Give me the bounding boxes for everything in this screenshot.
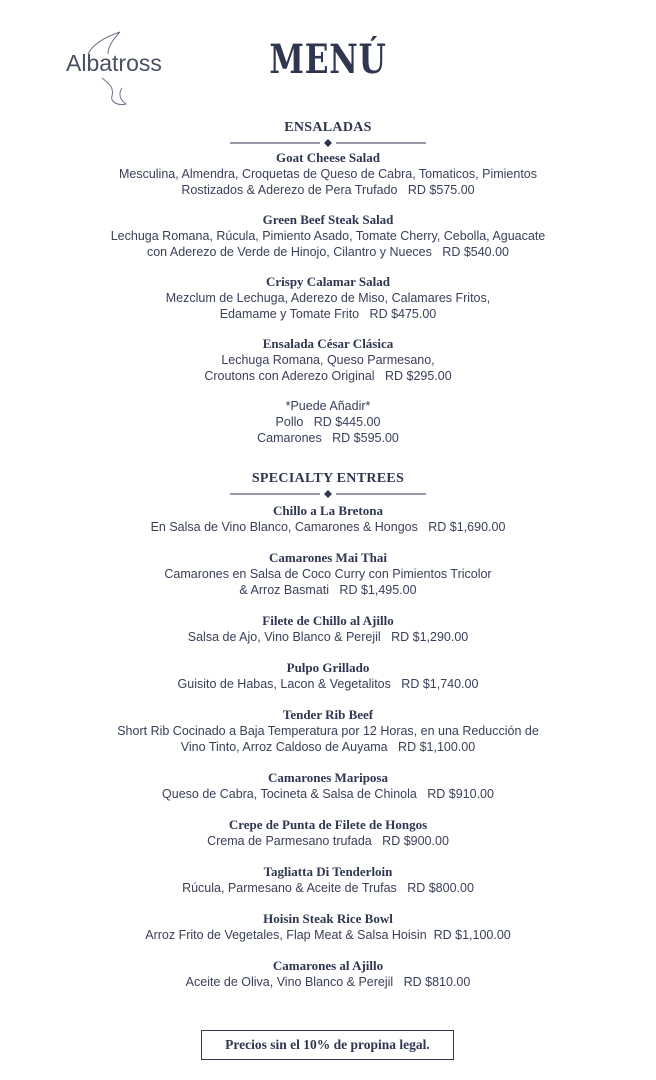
item-desc-line: Aceite de Oliva, Vino Blanco & Perejil RD $810.00 (185, 975, 471, 989)
menu-item (0, 212, 656, 260)
menu-item (0, 958, 656, 990)
item-desc-line: Lechuga Romana, Queso Parmesano, (221, 353, 435, 367)
item-desc-line: Lechuga Romana, Rúcula, Pimiento Asado, Tomate Cherry, Cebolla, Aguacate (110, 229, 546, 243)
menu-item (0, 911, 656, 943)
item-name: Crepe de Punta de Filete de Hongos (228, 817, 428, 832)
item-desc-line: Arroz Frito de Vegetales, Flap Meat & Salsa Hoisin RD $1,100.00 (145, 928, 511, 942)
brand-name: Albatross (66, 50, 162, 76)
menu-item (0, 660, 656, 692)
item-name: Green Beef Steak Salad (262, 212, 394, 227)
ornament-divider-icon (230, 139, 426, 147)
menu-item (0, 817, 656, 849)
item-desc-line: Crema de Parmesano trufada RD $900.00 (207, 834, 449, 848)
ornament-divider-icon (230, 490, 426, 498)
item-desc-line: Rostizados & Aderezo de Pera Trufado RD $575.00 (181, 183, 475, 197)
item-name: Camarones Mai Thai (269, 550, 387, 565)
menu-item (0, 150, 656, 198)
menu-item (0, 550, 656, 598)
item-desc-line: Edamame y Tomate Frito RD $475.00 (219, 307, 437, 321)
item-desc-line: Mezclum de Lechuga, Aderezo de Miso, Calamares Fritos, (165, 291, 491, 305)
section-ensaladas (0, 150, 656, 446)
addon-line: Pollo RD $445.00 (275, 415, 381, 429)
tip-notice: Precios sin el 10% de propina legal. (201, 1030, 454, 1060)
menu-item (0, 770, 656, 802)
item-desc-line: Guisito de Habas, Lacon & Vegetalitos RD $1,740.00 (177, 677, 479, 691)
item-name: Pulpo Grillado (286, 660, 370, 675)
item-name: Crispy Calamar Salad (266, 274, 390, 289)
item-desc-line: Salsa de Ajo, Vino Blanco & Perejil RD $1,290.00 (187, 630, 469, 644)
section-header-ensaladas (0, 120, 656, 147)
item-name: Filete de Chillo al Ajillo (262, 613, 394, 628)
item-desc-line: Croutons con Aderezo Original RD $295.00 (204, 369, 452, 383)
item-desc-line: Mesculina, Almendra, Croquetas de Queso de Cabra, Tomaticos, Pimientos (118, 167, 538, 181)
item-desc-line: Vino Tinto, Arroz Caldoso de Auyama RD $1,100.00 (180, 740, 476, 754)
page-title: MENÚ (269, 36, 387, 83)
menu-item (0, 864, 656, 896)
menu-item (0, 336, 656, 384)
item-desc-line: con Aderezo de Verde de Hinojo, Cilantro y Nueces RD $540.00 (146, 245, 510, 259)
menu-item (0, 503, 656, 535)
item-name: Camarones al Ajillo (272, 958, 384, 973)
section-header-entrees (0, 471, 656, 498)
item-desc-line: Short Rib Cocinado a Baja Temperatura por 12 Horas, en una Reducción de (117, 724, 539, 738)
item-name: Tender Rib Beef (282, 707, 374, 722)
item-name: Camarones Mariposa (267, 770, 388, 785)
addons-heading: *Puede Añadir* (285, 399, 371, 413)
item-desc-line: Rúcula, Parmesano & Aceite de Trufas RD $800.00 (182, 881, 474, 895)
section-title: SPECIALTY ENTREES (251, 471, 405, 486)
item-name: Tagliatta Di Tenderloin (263, 864, 393, 879)
item-name: Ensalada César Clásica (262, 336, 394, 351)
item-name: Chillo a La Bretona (273, 503, 383, 518)
item-name: Goat Cheese Salad (276, 150, 380, 165)
addons-block (0, 398, 656, 446)
menu-item (0, 274, 656, 322)
item-desc-line: & Arroz Basmati RD $1,495.00 (239, 583, 417, 597)
section-title: ENSALADAS (284, 120, 372, 135)
item-desc-line: Queso de Cabra, Tocineta & Salsa de Chinola RD $910.00 (162, 787, 494, 801)
item-desc-line: En Salsa de Vino Blanco, Camarones & Hongos RD $1,690.00 (150, 520, 506, 534)
item-name: Hoisin Steak Rice Bowl (263, 911, 393, 926)
section-entrees (0, 503, 656, 990)
menu-item (0, 707, 656, 755)
item-desc-line: Camarones en Salsa de Coco Curry con Pimientos Tricolor (164, 567, 492, 581)
menu-item (0, 613, 656, 645)
addon-line: Camarones RD $595.00 (257, 431, 399, 445)
